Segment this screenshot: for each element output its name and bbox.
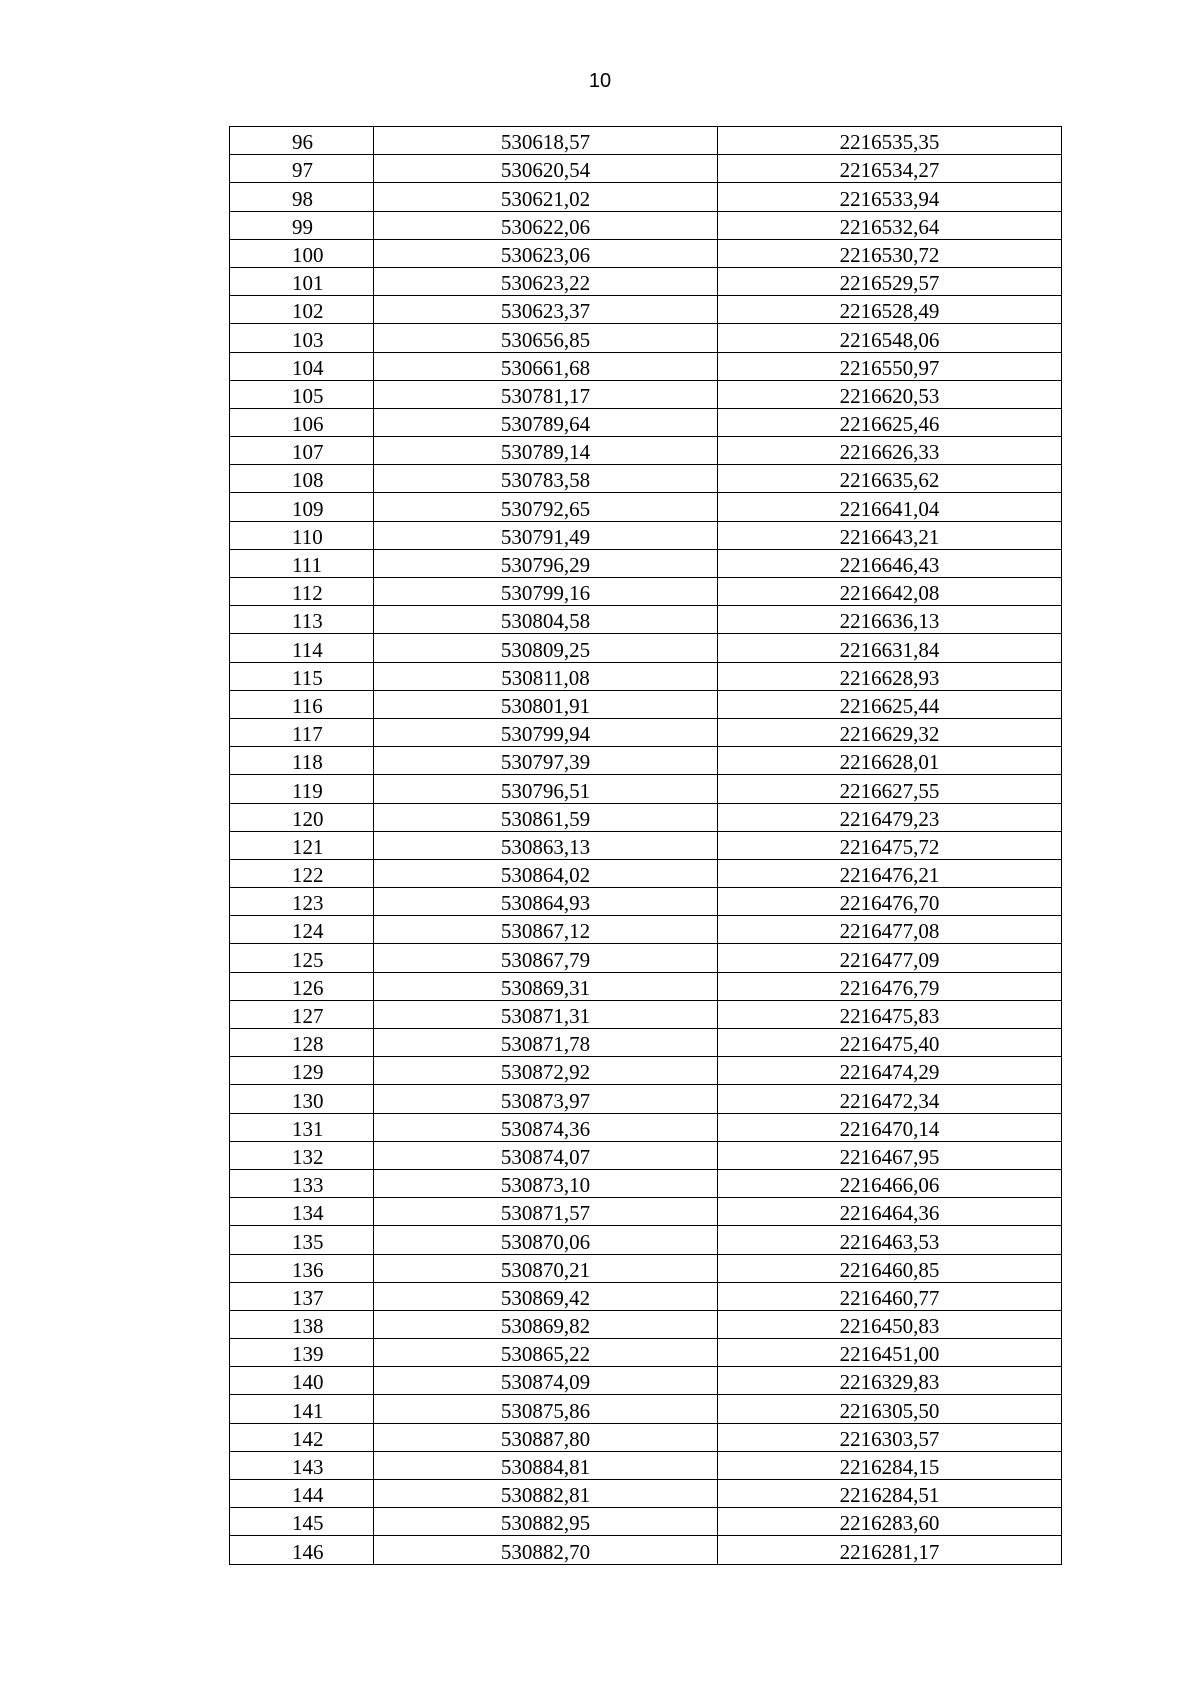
x-coordinate-cell: 530864,02 <box>374 859 718 887</box>
table-row <box>230 944 1062 972</box>
point-number-cell: 137 <box>230 1282 374 1310</box>
point-number-cell: 125 <box>230 944 374 972</box>
table-row <box>230 267 1062 295</box>
y-coordinate-cell: 2216329,83 <box>718 1367 1062 1395</box>
y-coordinate-cell: 2216451,00 <box>718 1339 1062 1367</box>
page-number: 10 <box>588 70 612 92</box>
point-number-cell: 135 <box>230 1226 374 1254</box>
x-coordinate-cell: 530867,12 <box>374 916 718 944</box>
table-row <box>230 831 1062 859</box>
point-number-cell: 109 <box>230 493 374 521</box>
point-number-cell: 106 <box>230 408 374 436</box>
x-coordinate-cell: 530882,81 <box>374 1480 718 1508</box>
table-row <box>230 1423 1062 1451</box>
x-coordinate-cell: 530799,16 <box>374 578 718 606</box>
y-coordinate-cell: 2216631,84 <box>718 634 1062 662</box>
y-coordinate-cell: 2216463,53 <box>718 1226 1062 1254</box>
y-coordinate-cell: 2216303,57 <box>718 1423 1062 1451</box>
y-coordinate-cell: 2216475,72 <box>718 831 1062 859</box>
point-number-cell: 141 <box>230 1395 374 1423</box>
x-coordinate-cell: 530811,08 <box>374 662 718 690</box>
x-coordinate-cell: 530875,86 <box>374 1395 718 1423</box>
point-number-cell: 120 <box>230 803 374 831</box>
table-row <box>230 1451 1062 1479</box>
x-coordinate-cell: 530887,80 <box>374 1423 718 1451</box>
x-coordinate-cell: 530864,93 <box>374 888 718 916</box>
point-number-cell: 142 <box>230 1423 374 1451</box>
table-row <box>230 916 1062 944</box>
y-coordinate-cell: 2216534,27 <box>718 155 1062 183</box>
y-coordinate-cell: 2216475,83 <box>718 1000 1062 1028</box>
y-coordinate-cell: 2216642,08 <box>718 578 1062 606</box>
y-coordinate-cell: 2216470,14 <box>718 1113 1062 1141</box>
x-coordinate-cell: 530861,59 <box>374 803 718 831</box>
point-number-cell: 146 <box>230 1536 374 1564</box>
x-coordinate-cell: 530874,36 <box>374 1113 718 1141</box>
y-coordinate-cell: 2216627,55 <box>718 775 1062 803</box>
table-row <box>230 803 1062 831</box>
point-number-cell: 119 <box>230 775 374 803</box>
table-row <box>230 437 1062 465</box>
point-number-cell: 121 <box>230 831 374 859</box>
table-row <box>230 183 1062 211</box>
x-coordinate-cell: 530623,06 <box>374 239 718 267</box>
point-number-cell: 145 <box>230 1508 374 1536</box>
point-number-cell: 140 <box>230 1367 374 1395</box>
y-coordinate-cell: 2216629,32 <box>718 718 1062 746</box>
x-coordinate-cell: 530809,25 <box>374 634 718 662</box>
x-coordinate-cell: 530623,22 <box>374 267 718 295</box>
table-row <box>230 211 1062 239</box>
x-coordinate-cell: 530623,37 <box>374 296 718 324</box>
table-row <box>230 493 1062 521</box>
x-coordinate-cell: 530804,58 <box>374 606 718 634</box>
y-coordinate-cell: 2216641,04 <box>718 493 1062 521</box>
point-number-cell: 134 <box>230 1198 374 1226</box>
x-coordinate-cell: 530882,70 <box>374 1536 718 1564</box>
table-row <box>230 1508 1062 1536</box>
y-coordinate-cell: 2216636,13 <box>718 606 1062 634</box>
table-row <box>230 521 1062 549</box>
x-coordinate-cell: 530792,65 <box>374 493 718 521</box>
x-coordinate-cell: 530618,57 <box>374 127 718 155</box>
x-coordinate-cell: 530870,06 <box>374 1226 718 1254</box>
point-number-cell: 98 <box>230 183 374 211</box>
table-row <box>230 1282 1062 1310</box>
coordinates-table-body <box>230 127 1062 1565</box>
x-coordinate-cell: 530863,13 <box>374 831 718 859</box>
point-number-cell: 103 <box>230 324 374 352</box>
x-coordinate-cell: 530869,82 <box>374 1310 718 1338</box>
table-row <box>230 408 1062 436</box>
y-coordinate-cell: 2216460,77 <box>718 1282 1062 1310</box>
y-coordinate-cell: 2216281,17 <box>718 1536 1062 1564</box>
y-coordinate-cell: 2216646,43 <box>718 549 1062 577</box>
table-row <box>230 888 1062 916</box>
table-row <box>230 127 1062 155</box>
table-row <box>230 380 1062 408</box>
table-row <box>230 1339 1062 1367</box>
y-coordinate-cell: 2216532,64 <box>718 211 1062 239</box>
point-number-cell: 128 <box>230 1029 374 1057</box>
y-coordinate-cell: 2216529,57 <box>718 267 1062 295</box>
table-row <box>230 972 1062 1000</box>
point-number-cell: 104 <box>230 352 374 380</box>
point-number-cell: 144 <box>230 1480 374 1508</box>
y-coordinate-cell: 2216530,72 <box>718 239 1062 267</box>
y-coordinate-cell: 2216284,51 <box>718 1480 1062 1508</box>
table-row <box>230 578 1062 606</box>
point-number-cell: 110 <box>230 521 374 549</box>
y-coordinate-cell: 2216477,08 <box>718 916 1062 944</box>
table-row <box>230 747 1062 775</box>
point-number-cell: 96 <box>230 127 374 155</box>
point-number-cell: 124 <box>230 916 374 944</box>
table-row <box>230 634 1062 662</box>
y-coordinate-cell: 2216635,62 <box>718 465 1062 493</box>
point-number-cell: 131 <box>230 1113 374 1141</box>
point-number-cell: 118 <box>230 747 374 775</box>
x-coordinate-cell: 530871,31 <box>374 1000 718 1028</box>
table-row <box>230 1029 1062 1057</box>
y-coordinate-cell: 2216476,70 <box>718 888 1062 916</box>
y-coordinate-cell: 2216284,15 <box>718 1451 1062 1479</box>
point-number-cell: 136 <box>230 1254 374 1282</box>
y-coordinate-cell: 2216466,06 <box>718 1169 1062 1197</box>
x-coordinate-cell: 530801,91 <box>374 690 718 718</box>
point-number-cell: 127 <box>230 1000 374 1028</box>
x-coordinate-cell: 530870,21 <box>374 1254 718 1282</box>
point-number-cell: 116 <box>230 690 374 718</box>
point-number-cell: 130 <box>230 1085 374 1113</box>
y-coordinate-cell: 2216625,46 <box>718 408 1062 436</box>
x-coordinate-cell: 530621,02 <box>374 183 718 211</box>
x-coordinate-cell: 530791,49 <box>374 521 718 549</box>
y-coordinate-cell: 2216528,49 <box>718 296 1062 324</box>
point-number-cell: 102 <box>230 296 374 324</box>
y-coordinate-cell: 2216643,21 <box>718 521 1062 549</box>
table-row <box>230 296 1062 324</box>
x-coordinate-cell: 530872,92 <box>374 1057 718 1085</box>
y-coordinate-cell: 2216628,01 <box>718 747 1062 775</box>
table-row <box>230 352 1062 380</box>
y-coordinate-cell: 2216479,23 <box>718 803 1062 831</box>
point-number-cell: 115 <box>230 662 374 690</box>
y-coordinate-cell: 2216626,33 <box>718 437 1062 465</box>
x-coordinate-cell: 530796,29 <box>374 549 718 577</box>
y-coordinate-cell: 2216474,29 <box>718 1057 1062 1085</box>
x-coordinate-cell: 530783,58 <box>374 465 718 493</box>
x-coordinate-cell: 530869,31 <box>374 972 718 1000</box>
y-coordinate-cell: 2216620,53 <box>718 380 1062 408</box>
point-number-cell: 99 <box>230 211 374 239</box>
point-number-cell: 107 <box>230 437 374 465</box>
coordinates-table <box>229 126 1062 1565</box>
table-row <box>230 549 1062 577</box>
x-coordinate-cell: 530871,78 <box>374 1029 718 1057</box>
y-coordinate-cell: 2216460,85 <box>718 1254 1062 1282</box>
x-coordinate-cell: 530869,42 <box>374 1282 718 1310</box>
y-coordinate-cell: 2216476,21 <box>718 859 1062 887</box>
x-coordinate-cell: 530874,09 <box>374 1367 718 1395</box>
y-coordinate-cell: 2216475,40 <box>718 1029 1062 1057</box>
x-coordinate-cell: 530867,79 <box>374 944 718 972</box>
table-row <box>230 1536 1062 1564</box>
table-row <box>230 1000 1062 1028</box>
point-number-cell: 123 <box>230 888 374 916</box>
table-row <box>230 718 1062 746</box>
y-coordinate-cell: 2216533,94 <box>718 183 1062 211</box>
x-coordinate-cell: 530661,68 <box>374 352 718 380</box>
y-coordinate-cell: 2216477,09 <box>718 944 1062 972</box>
x-coordinate-cell: 530799,94 <box>374 718 718 746</box>
y-coordinate-cell: 2216464,36 <box>718 1198 1062 1226</box>
table-row <box>230 1057 1062 1085</box>
point-number-cell: 114 <box>230 634 374 662</box>
x-coordinate-cell: 530620,54 <box>374 155 718 183</box>
table-row <box>230 1198 1062 1226</box>
y-coordinate-cell: 2216472,34 <box>718 1085 1062 1113</box>
y-coordinate-cell: 2216305,50 <box>718 1395 1062 1423</box>
table-row <box>230 1480 1062 1508</box>
table-row <box>230 155 1062 183</box>
point-number-cell: 126 <box>230 972 374 1000</box>
y-coordinate-cell: 2216535,35 <box>718 127 1062 155</box>
table-row <box>230 1226 1062 1254</box>
point-number-cell: 97 <box>230 155 374 183</box>
point-number-cell: 113 <box>230 606 374 634</box>
table-row <box>230 239 1062 267</box>
table-row <box>230 859 1062 887</box>
point-number-cell: 117 <box>230 718 374 746</box>
point-number-cell: 108 <box>230 465 374 493</box>
x-coordinate-cell: 530797,39 <box>374 747 718 775</box>
table-row <box>230 690 1062 718</box>
x-coordinate-cell: 530796,51 <box>374 775 718 803</box>
y-coordinate-cell: 2216476,79 <box>718 972 1062 1000</box>
point-number-cell: 138 <box>230 1310 374 1338</box>
table-row <box>230 324 1062 352</box>
x-coordinate-cell: 530865,22 <box>374 1339 718 1367</box>
point-number-cell: 133 <box>230 1169 374 1197</box>
table-row <box>230 1169 1062 1197</box>
y-coordinate-cell: 2216628,93 <box>718 662 1062 690</box>
point-number-cell: 132 <box>230 1141 374 1169</box>
table-row <box>230 662 1062 690</box>
table-row <box>230 1113 1062 1141</box>
x-coordinate-cell: 530882,95 <box>374 1508 718 1536</box>
table-row <box>230 1141 1062 1169</box>
table-row <box>230 1395 1062 1423</box>
x-coordinate-cell: 530789,14 <box>374 437 718 465</box>
point-number-cell: 122 <box>230 859 374 887</box>
x-coordinate-cell: 530789,64 <box>374 408 718 436</box>
table-row <box>230 606 1062 634</box>
y-coordinate-cell: 2216450,83 <box>718 1310 1062 1338</box>
table-row <box>230 1367 1062 1395</box>
table-row <box>230 1085 1062 1113</box>
x-coordinate-cell: 530874,07 <box>374 1141 718 1169</box>
point-number-cell: 111 <box>230 549 374 577</box>
x-coordinate-cell: 530873,97 <box>374 1085 718 1113</box>
table-row <box>230 1254 1062 1282</box>
y-coordinate-cell: 2216283,60 <box>718 1508 1062 1536</box>
x-coordinate-cell: 530871,57 <box>374 1198 718 1226</box>
x-coordinate-cell: 530884,81 <box>374 1451 718 1479</box>
point-number-cell: 129 <box>230 1057 374 1085</box>
table-row <box>230 1310 1062 1338</box>
point-number-cell: 100 <box>230 239 374 267</box>
x-coordinate-cell: 530656,85 <box>374 324 718 352</box>
table-row <box>230 465 1062 493</box>
point-number-cell: 112 <box>230 578 374 606</box>
x-coordinate-cell: 530873,10 <box>374 1169 718 1197</box>
y-coordinate-cell: 2216467,95 <box>718 1141 1062 1169</box>
table-row <box>230 775 1062 803</box>
point-number-cell: 143 <box>230 1451 374 1479</box>
x-coordinate-cell: 530781,17 <box>374 380 718 408</box>
y-coordinate-cell: 2216625,44 <box>718 690 1062 718</box>
y-coordinate-cell: 2216550,97 <box>718 352 1062 380</box>
y-coordinate-cell: 2216548,06 <box>718 324 1062 352</box>
x-coordinate-cell: 530622,06 <box>374 211 718 239</box>
point-number-cell: 101 <box>230 267 374 295</box>
point-number-cell: 139 <box>230 1339 374 1367</box>
point-number-cell: 105 <box>230 380 374 408</box>
